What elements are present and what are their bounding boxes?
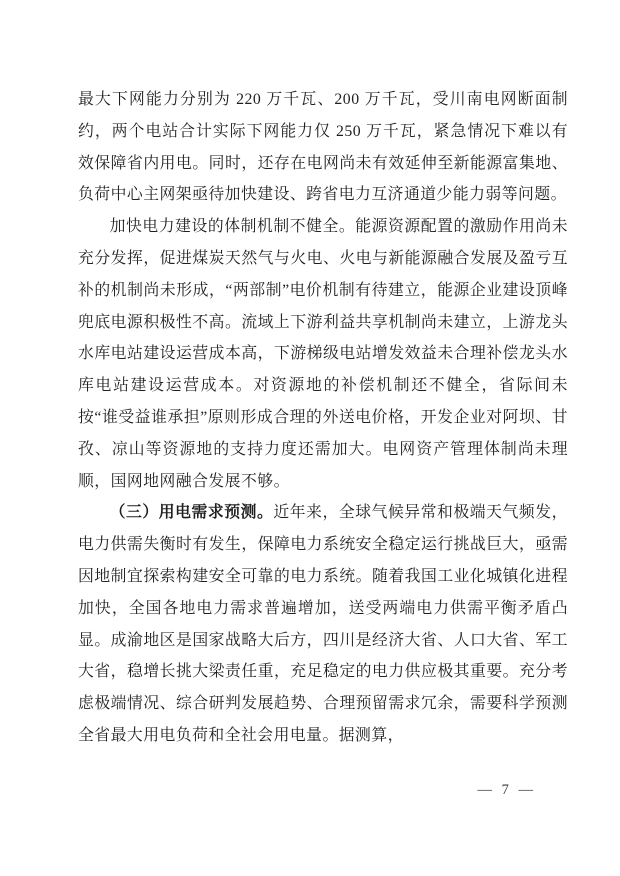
paragraph-demand-forecast: [78, 497, 568, 751]
section-heading-demand-forecast: （三）用电需求预测。: [109, 504, 274, 522]
paragraph-institutional-mechanism: [78, 211, 568, 497]
paragraph-text: 近年来，全球气候异常和极端天气频发，电力供需失衡时有发生，保障电力系统安全稳定运行挑战巨大，亟需因地制宜探索构建安全可靠的电力系统。随着我国工业化城镇化进程加快，全国各地电力需求普遍增加，送受两端电力供需平衡矛盾凸显。成渝地区是国家战略大后方，四川是经济大省、人口大省、军工大省，稳增长挑大梁责任重，充足稳定的电力供应极其重要。充分考虑极端情况、综合研判发展趋势、合理预留需求冗余，需要科学预测全省最大用电负荷和全社会用电量。据测算，: [78, 504, 568, 744]
document-body: [78, 84, 568, 752]
paragraph-text: 最大下网能力分别为 220 万千瓦、200 万千瓦，受川南电网断面制约，两个电站合计实际下网能力仅 250 万千瓦，紧急情况下难以有效保障省内用电。同时，还存在电网尚未有效延伸至新能源富集地、负荷中心主网架亟待加快建设、跨省电力互济通道少能力弱等问题。: [78, 91, 568, 204]
paragraph-grid-capacity: [78, 84, 568, 211]
paragraph-text: 加快电力建设的体制机制不健全。能源资源配置的激励作用尚未充分发挥，促进煤炭天然气与火电、火电与新能源融合发展及盈亏互补的机制尚未形成，“两部制”电价机制有待建立，能源企业建设顶峰兜底电源积极性不高。流域上下游利益共享机制尚未建立，上游龙头水库电站建设运营成本高，下游梯级电站增发效益未合理补偿龙头水库电站建设运营成本。对资源地的补偿机制还不健全，省际间未按“谁受益谁承担”原则形成合理的外送电价格，开发企业对阿坝、甘孜、凉山等资源地的支持力度还需加大。电网资产管理体制尚未理顺，国网地网融合发展不够。: [78, 218, 568, 490]
page-number: — 7 —: [477, 782, 536, 798]
